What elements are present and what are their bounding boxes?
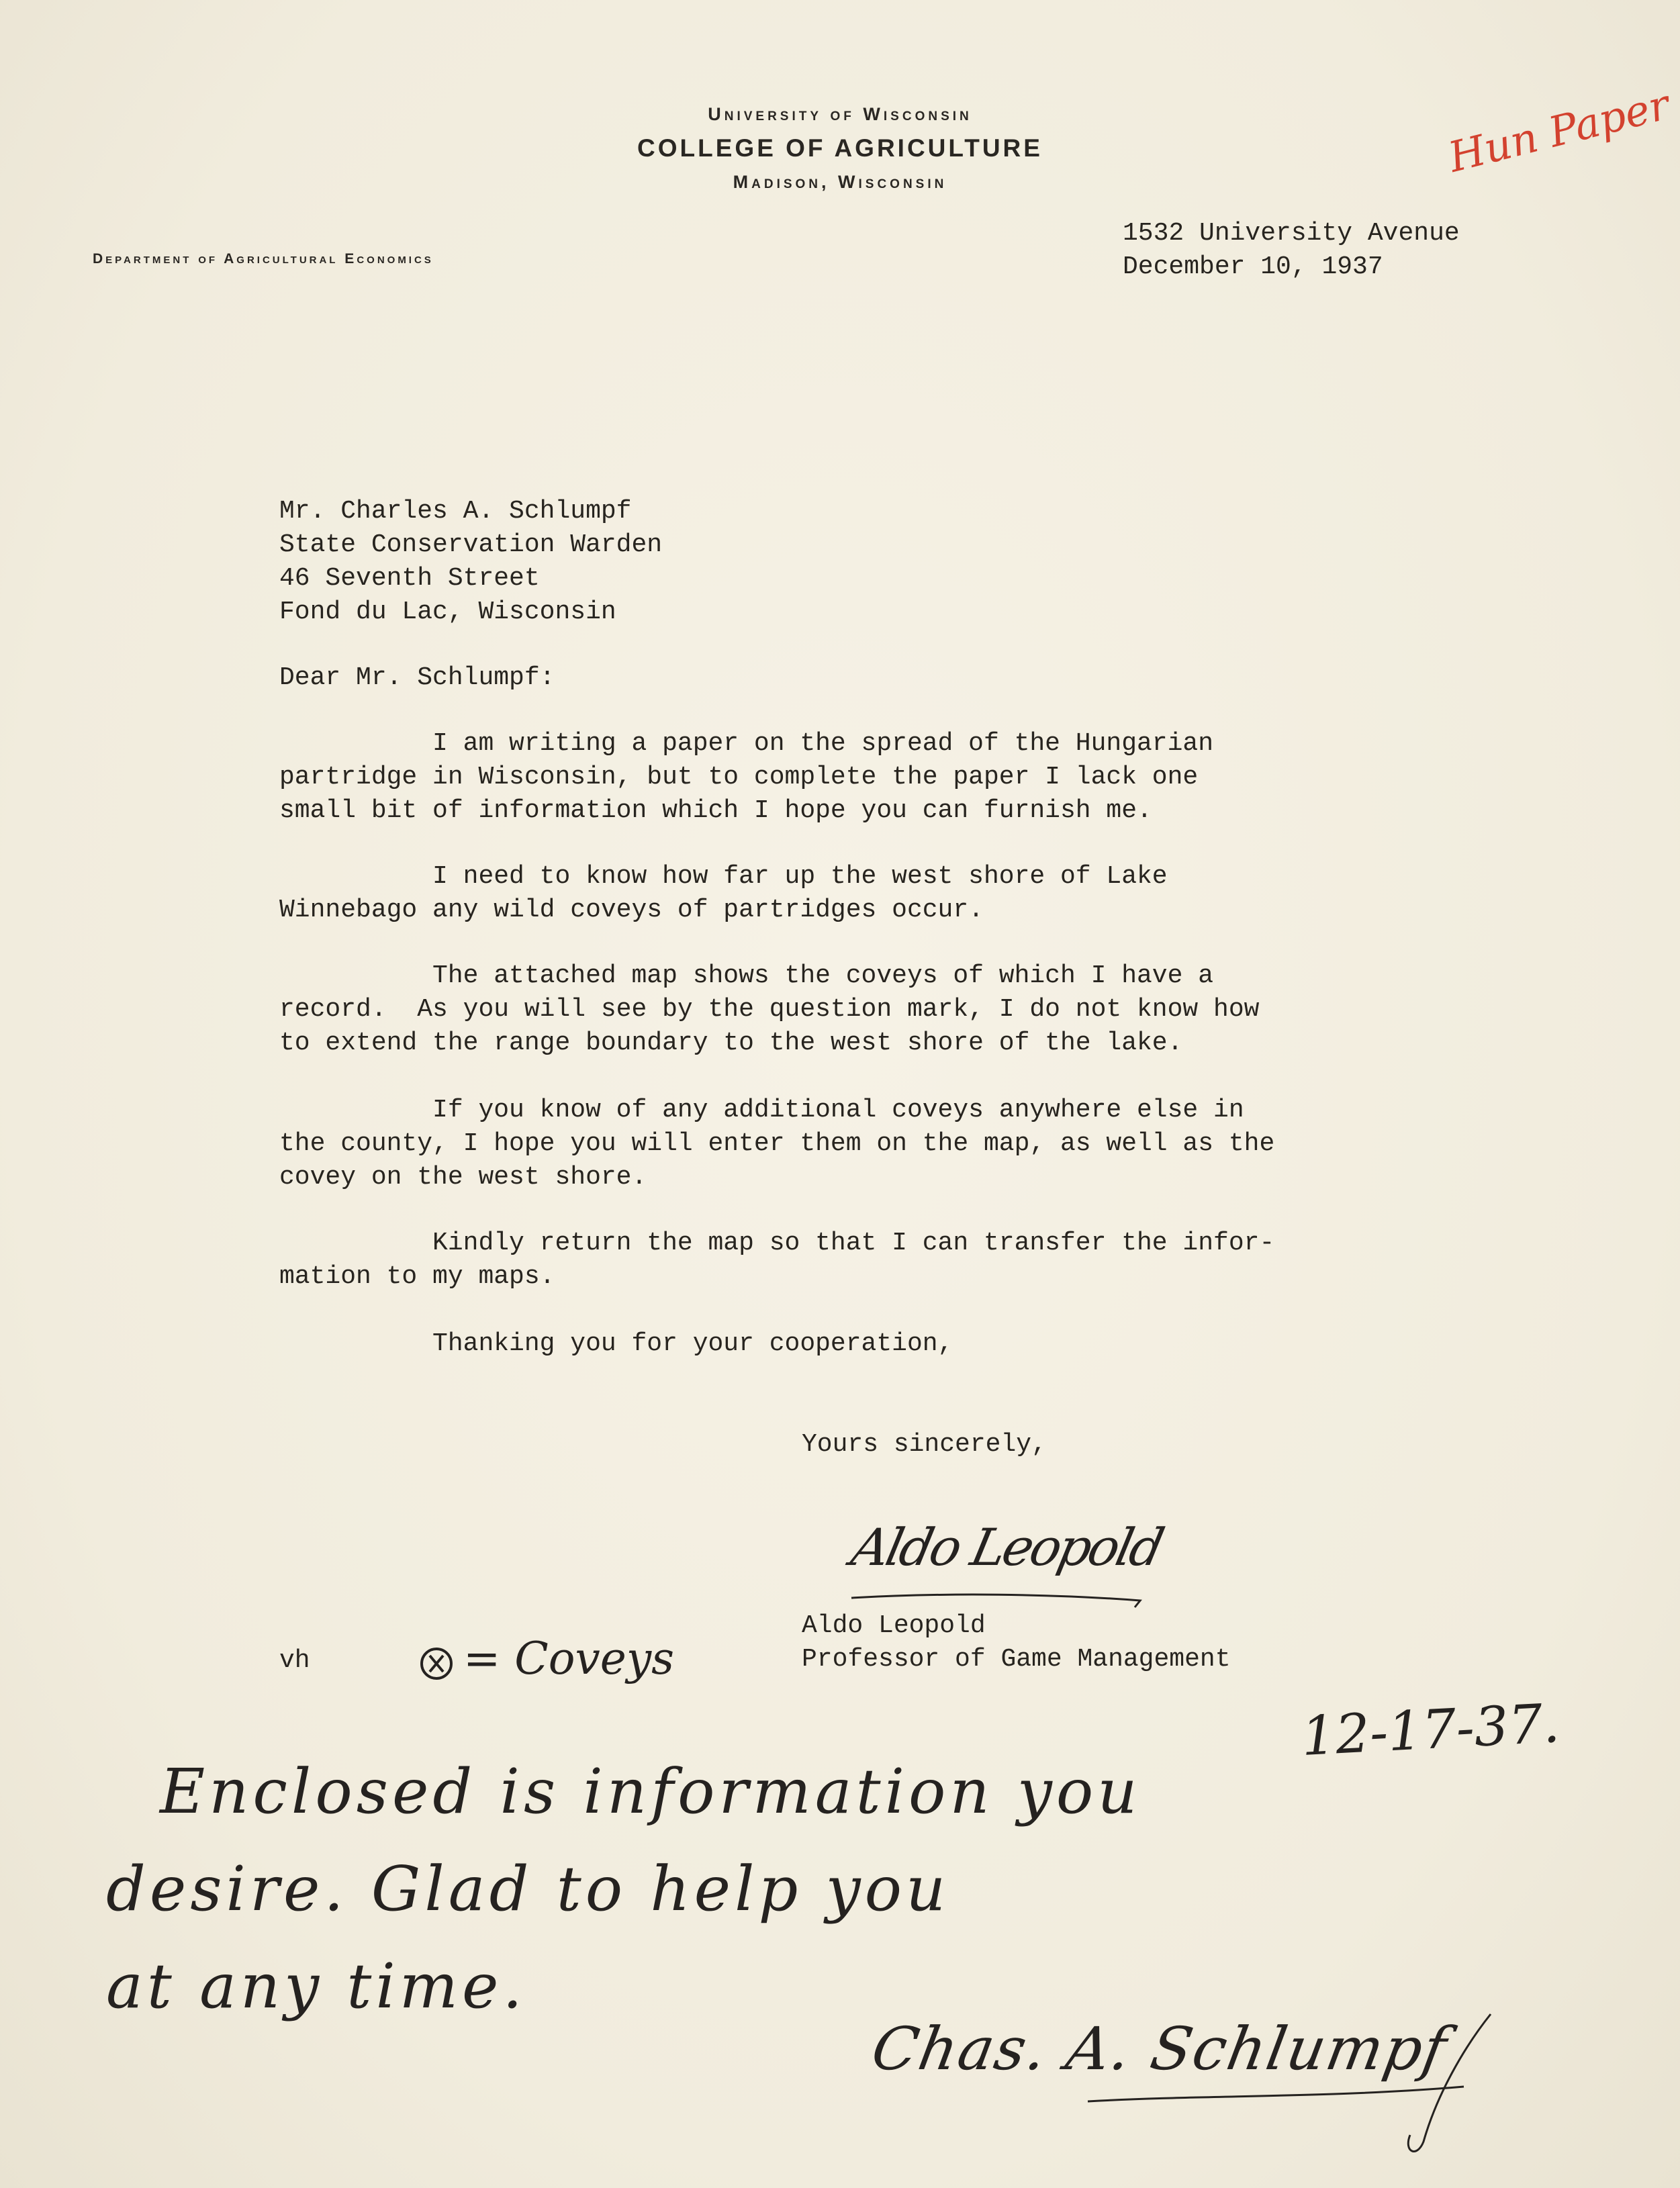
body-line: small bit of information which I hope you can furnish me. <box>279 796 1152 825</box>
reply-signature-flourish <box>1088 2007 1518 2162</box>
body-line: I need to know how far up the west shore of Lake <box>279 862 1168 891</box>
body-line: covey on the west shore. <box>279 1163 647 1192</box>
typist-initials: vh <box>279 1646 310 1675</box>
letter-date: December 10, 1937 <box>1123 252 1383 281</box>
letterhead-university: University of Wisconsin <box>708 104 972 124</box>
reply-line: desire. Glad to help you <box>106 1853 950 1925</box>
recipient-line: 46 Seventh Street <box>279 564 540 593</box>
body-line: I am writing a paper on the spread of the Hungarian <box>279 729 1214 758</box>
recipient-line: Fond du Lac, Wisconsin <box>279 598 616 626</box>
body-line: Thanking you for your cooperation, <box>279 1329 953 1358</box>
schlumpf-signature: Chas. A. Schlumpf <box>866 2014 1453 2083</box>
letterhead-department: Department of Agricultural Economics <box>93 251 434 267</box>
signer-title: Professor of Game Management <box>802 1645 1231 1674</box>
body-line: The attached map shows the coveys of which I have a <box>279 961 1214 990</box>
signer-name: Aldo Leopold <box>802 1611 986 1640</box>
body-line: mation to my maps. <box>279 1262 555 1291</box>
letterhead-city: Madison, Wisconsin <box>733 172 947 192</box>
reply-line: Enclosed is information you <box>160 1756 1141 1827</box>
sender-street: 1532 University Avenue <box>1123 219 1460 248</box>
body-line: Winnebago any wild coveys of partridges occur. <box>279 896 984 924</box>
reply-date: 12-17-37. <box>1299 1691 1562 1768</box>
body-line: partridge in Wisconsin, but to complete the paper I lack one <box>279 763 1199 792</box>
red-handwritten-note: Hun Paper <box>1444 79 1675 182</box>
letterhead-college: COLLEGE OF AGRICULTURE <box>637 134 1043 162</box>
circled-x-icon <box>416 1644 457 1684</box>
reply-line: at any time. <box>106 1950 526 2022</box>
body-line: the county, I hope you will enter them on the map, as well as the <box>279 1129 1275 1158</box>
recipient-line: Mr. Charles A. Schlumpf <box>279 497 632 526</box>
recipient-line: State Conservation Warden <box>279 530 663 559</box>
body-line: Kindly return the map so that I can transfer the infor- <box>279 1229 1275 1257</box>
body-line: record. As you will see by the question mark, I do not know how <box>279 995 1260 1024</box>
leopold-signature: Aldo Leopold <box>846 1517 1167 1577</box>
body-line: If you know of any additional coveys anywhere else in <box>279 1096 1244 1125</box>
closing: Yours sincerely, <box>802 1430 1047 1459</box>
body-line: to extend the range boundary to the west shore of the lake. <box>279 1029 1183 1057</box>
coveys-legend-note: = Coveys <box>463 1633 675 1684</box>
salutation: Dear Mr. Schlumpf: <box>279 663 555 692</box>
